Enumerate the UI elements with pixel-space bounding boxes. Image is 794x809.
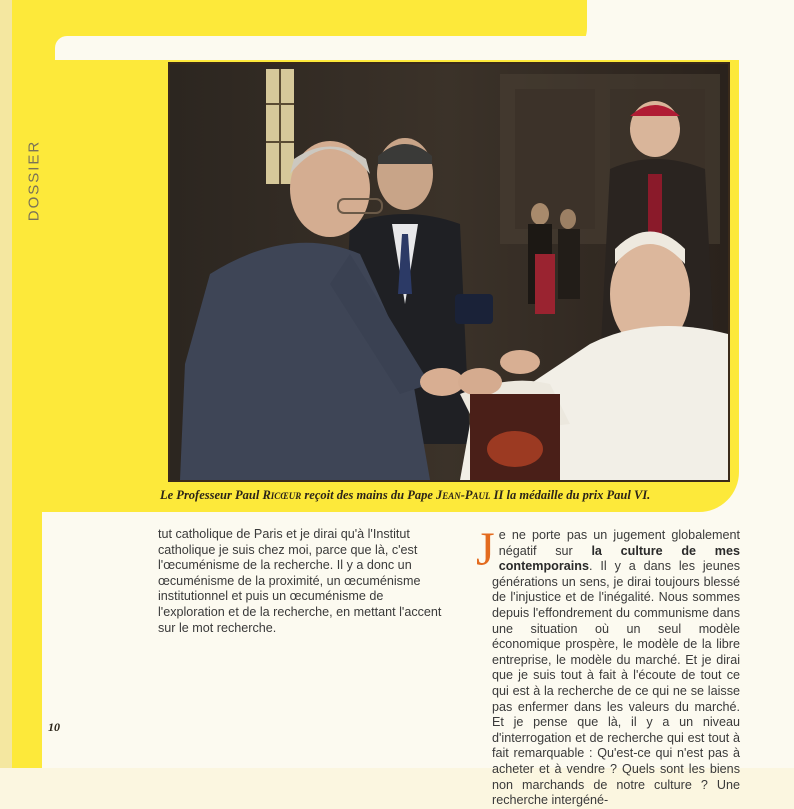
page-number: 10 xyxy=(48,720,60,734)
photo-illustration xyxy=(170,64,728,480)
right-paragraph xyxy=(476,523,740,809)
white-header-area xyxy=(55,36,745,60)
photo xyxy=(168,62,730,482)
left-text-column xyxy=(158,527,442,636)
page-edge-strip xyxy=(0,0,12,768)
paragraph-intro: e ne porte pas un jugement globalement négatif sur xyxy=(498,528,740,558)
yellow-margin-band xyxy=(12,500,42,768)
section-label: DOSSIER xyxy=(25,139,43,221)
caption-text: la médaille du prix Paul VI. xyxy=(503,488,651,502)
bold-phrase: la culture de mes contemporains xyxy=(498,543,740,574)
caption-name-pope: Jean-Paul II xyxy=(436,488,504,502)
caption-text: Le Professeur Paul xyxy=(160,488,263,502)
right-text-column xyxy=(476,523,740,809)
left-paragraph: tut catholique de Paris et je dirai qu'à l'Institut catholique je suis chez moi, parce que là, c'est l'œcuménisme de la recherche. Il y a donc un œcuménisme de la proximité, un œcuménisme institutionnel et puis un œcuménisme de l'exploration et de la recherche, en mettant l'accent sur le mot recherche. xyxy=(158,527,442,635)
photo-caption xyxy=(160,488,740,503)
caption-name-ricoeur: Ricœur xyxy=(262,488,302,502)
caption-text: reçoit des mains du Pape xyxy=(301,488,436,502)
paragraph-body: . Il y a dans les jeunes générations un sens, je dirai toujours blessé de l'injustice et de l'inégalité. Nous sommes depuis l'effondrement du communisme dans une situation où un seul modèle économique prospère, le modèle de la libre entreprise, le modèle du marché. Et je dirai que je suis tout à fait à l'écoute de tout ce qui est à la recherche de ce qui ne se laisse pas enfermer dans les valeurs du marché. Et je pense que là, il y a un niveau d'interrogation et de recherche qui est tout à fait remarquable : Qu'est-ce qui n'est pas à acheter et à vendre ? Quels sont les biens non marchands de notre culture ? Une recherche intergéné- xyxy=(492,559,740,808)
drop-cap: J xyxy=(476,523,495,576)
